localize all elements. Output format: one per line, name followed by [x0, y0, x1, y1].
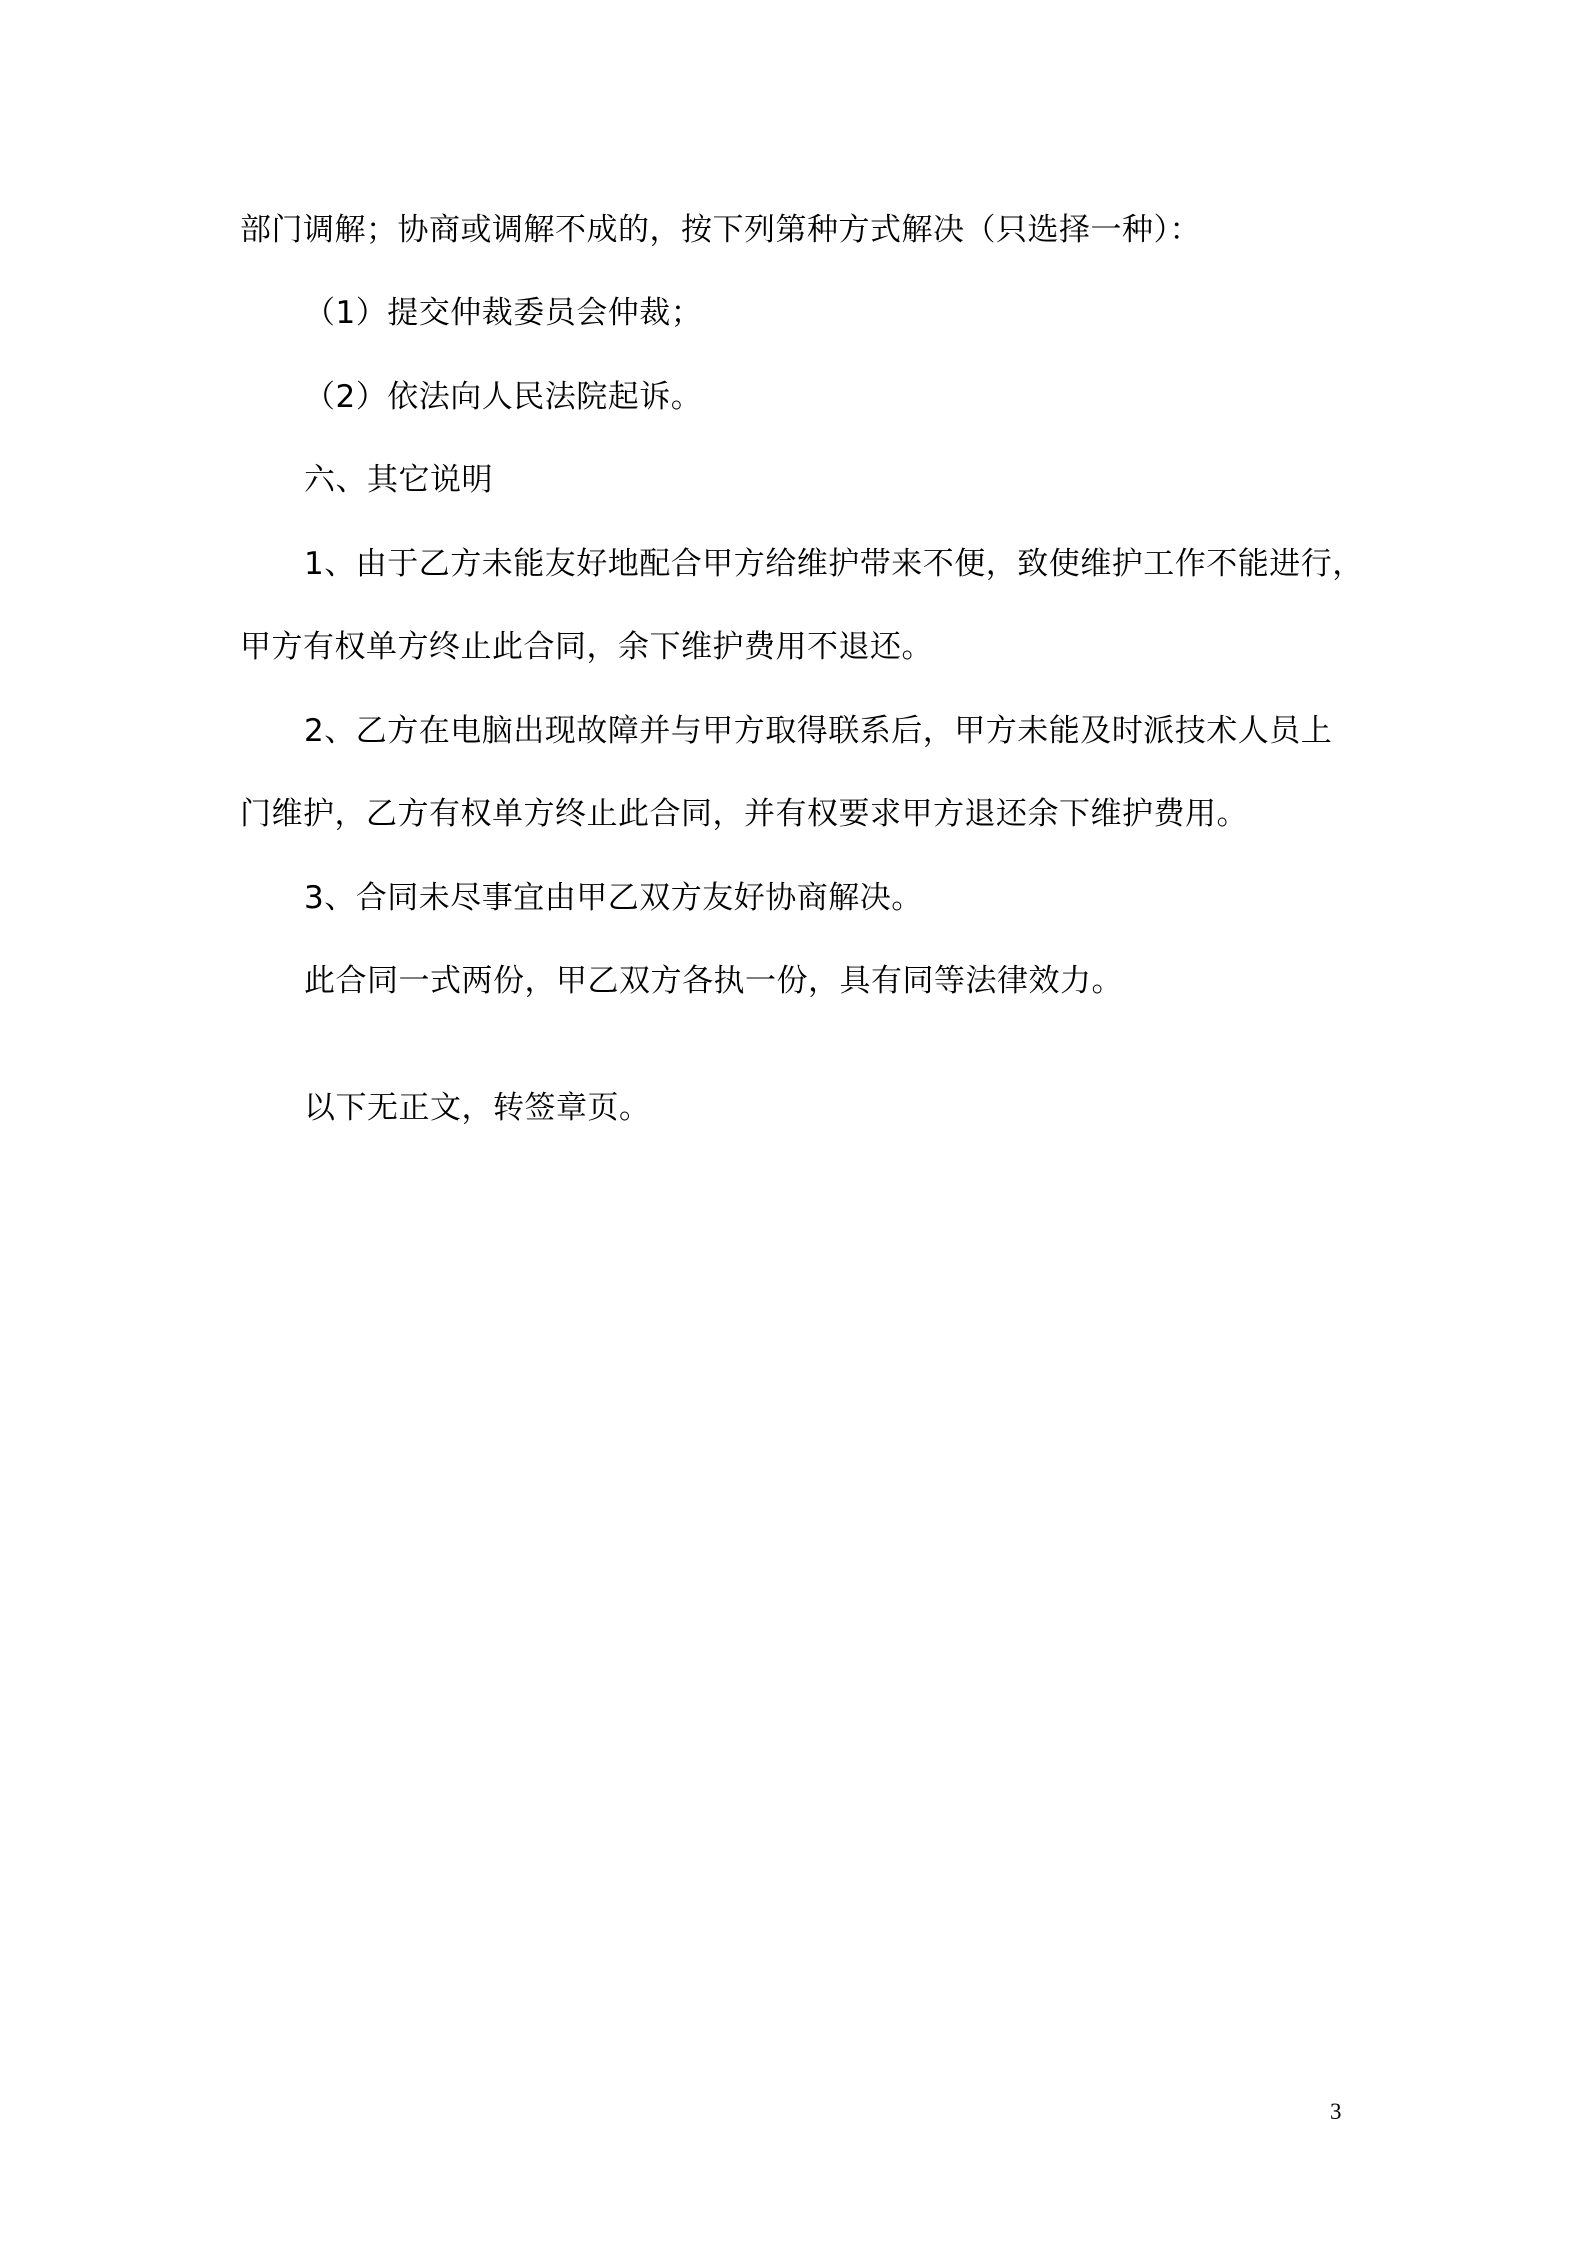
- clause-1-line-2: 甲方有权单方终止此合同，余下维护费用不退还。: [240, 629, 933, 665]
- clause-2-line-1: 2、乙方在电脑出现故障并与甲方取得联系后，甲方未能及时派技术人员上: [304, 713, 1333, 749]
- list-item-arbitration: （1）提交仲裁委员会仲裁；: [304, 295, 703, 331]
- clause-3: 3、合同未尽事宜由甲乙双方友好协商解决。: [304, 880, 923, 916]
- section-heading-other-notes: 六、其它说明: [304, 462, 493, 498]
- end-of-text-note: 以下无正文，转签章页。: [304, 1090, 651, 1126]
- body-line-dispute-resolution: 部门调解；协商或调解不成的，按下列第种方式解决（只选择一种）：: [240, 212, 1201, 248]
- clause-1-line-1: 1、由于乙方未能友好地配合甲方给维护带来不便，致使维护工作不能进行，: [304, 546, 1364, 582]
- page-number: 3: [1330, 2099, 1342, 2124]
- copies-statement: 此合同一式两份，甲乙双方各执一份，具有同等法律效力。: [304, 963, 1123, 999]
- clause-2-line-2: 门维护，乙方有权单方终止此合同，并有权要求甲方退还余下维护费用。: [240, 796, 1248, 832]
- list-item-lawsuit: （2）依法向人民法院起诉。: [304, 379, 703, 415]
